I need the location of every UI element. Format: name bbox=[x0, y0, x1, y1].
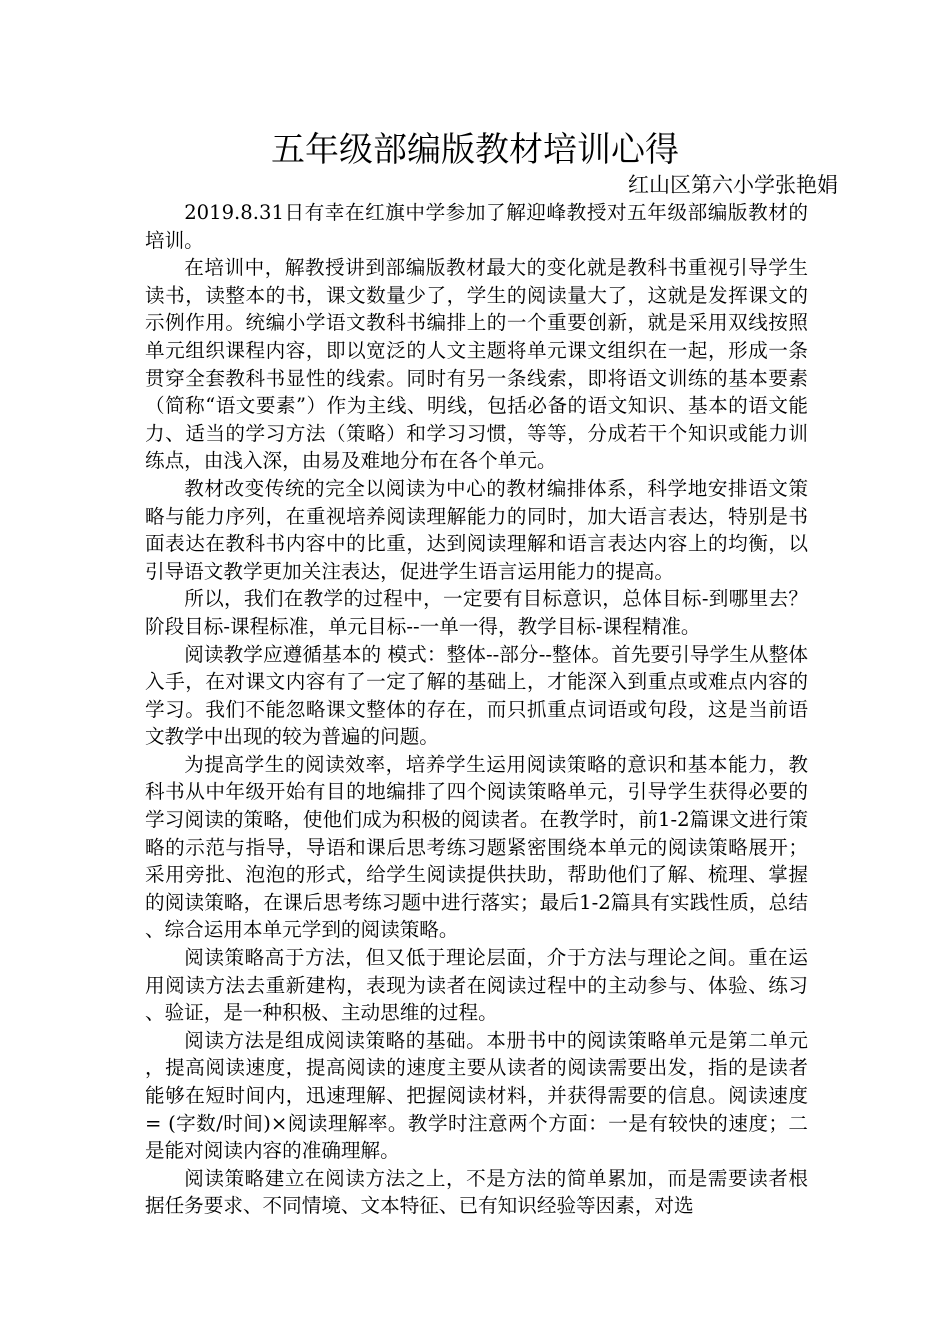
paragraph-1: 2019.8.31日有幸在红旗中学参加了解迎峰教授对五年级部编版教材的培训。 bbox=[145, 201, 808, 252]
author-line: 红山区第六小学张艳娟 bbox=[628, 173, 838, 197]
paragraph-7: 阅读策略高于方法，但又低于理论层面，介于方法与理论之间。重在运用阅读方法去重新建构，表现为读者在阅读过程中的主动参与、体验、练习、验证，是一种积极、主动思维的过程。 bbox=[145, 946, 808, 1025]
paragraph-5: 阅读教学应遵循基本的 模式：整体--部分--整体。首先要引导学生从整体入手，在对课文内容有了一定了解的基础上，才能深入到重点或难点内容的学习。我们不能忽略课文整体的存在，而只抓重点词语或句段，这是当前语文教学中出现的较为普遍的问题。 bbox=[145, 642, 808, 749]
paragraph-4: 所以，我们在教学的过程中，一定要有目标意识，总体目标-到哪里去？阶段目标-课程标准，单元目标--一单一得，教学目标-课程精准。 bbox=[145, 587, 808, 638]
paragraph-6: 为提高学生的阅读效率，培养学生运用阅读策略的意识和基本能力，教科书从中年级开始有目的地编排了四个阅读策略单元，引导学生获得必要的学习阅读的策略，使他们成为积极的阅读者。在教学时，前1-2篇课文进行策略的示范与指导，导语和课后思考练习题紧密围绕本单元的阅读策略展开；采用旁批、泡泡的形式，给学生阅读提供扶助，帮助他们了解、梳理、掌握的阅读策略，在课后思考练习题中进行落实；最后1-2篇具有实践性质，总结、综合运用本单元学到的阅读策略。 bbox=[145, 752, 808, 942]
document-title: 五年级部编版教材培训心得 bbox=[271, 130, 679, 170]
document-body bbox=[145, 199, 808, 1220]
paragraph-8: 阅读方法是组成阅读策略的基础。本册书中的阅读策略单元是第二单元，提高阅读速度，提高阅读的速度主要从读者的阅读需要出发，指的是读者能够在短时间内，迅速理解、把握阅读材料，并获得需要的信息。阅读速度 = (字数/时间)×阅读理解率。教学时注意两个方面：一是有较快的速度；二是能对阅读内容的准确理解。 bbox=[145, 1028, 808, 1163]
paragraph-9: 阅读策略建立在阅读方法之上，不是方法的简单累加，而是需要读者根据任务要求、不同情境、文本特征、已有知识经验等因素，对选 bbox=[145, 1166, 808, 1218]
paragraph-2: 在培训中，解教授讲到部编版教材最大的变化就是教科书重视引导学生读书，读整本的书，课文数量少了，学生的阅读量大了，这就是发挥课文的示例作用。统编小学语文教科书编排上的一个重要创新，就是采用双线按照单元组织课程内容，即以宽泛的人文主题将单元课文组织在一起，形成一条贯穿全套教科书显性的线索。同时有另一条线索，即将语文训练的基本要素（简称“语文要素”）作为主线、明线，包括必备的语文知识、基本的语文能力、适当的学习方法（策略）和学习习惯，等等，分成若干个知识或能力训练点，由浅入深，由易及难地分布在各个单元。 bbox=[145, 256, 808, 473]
paragraph-3: 教材改变传统的完全以阅读为中心的教材编排体系，科学地安排语文策略与能力序列，在重视培养阅读理解能力的同时，加大语言表达，特别是书面表达在教科书内容中的比重，达到阅读理解和语言表达内容上的均衡，以引导语文教学更加关注表达，促进学生语言运用能力的提高。 bbox=[145, 476, 808, 583]
